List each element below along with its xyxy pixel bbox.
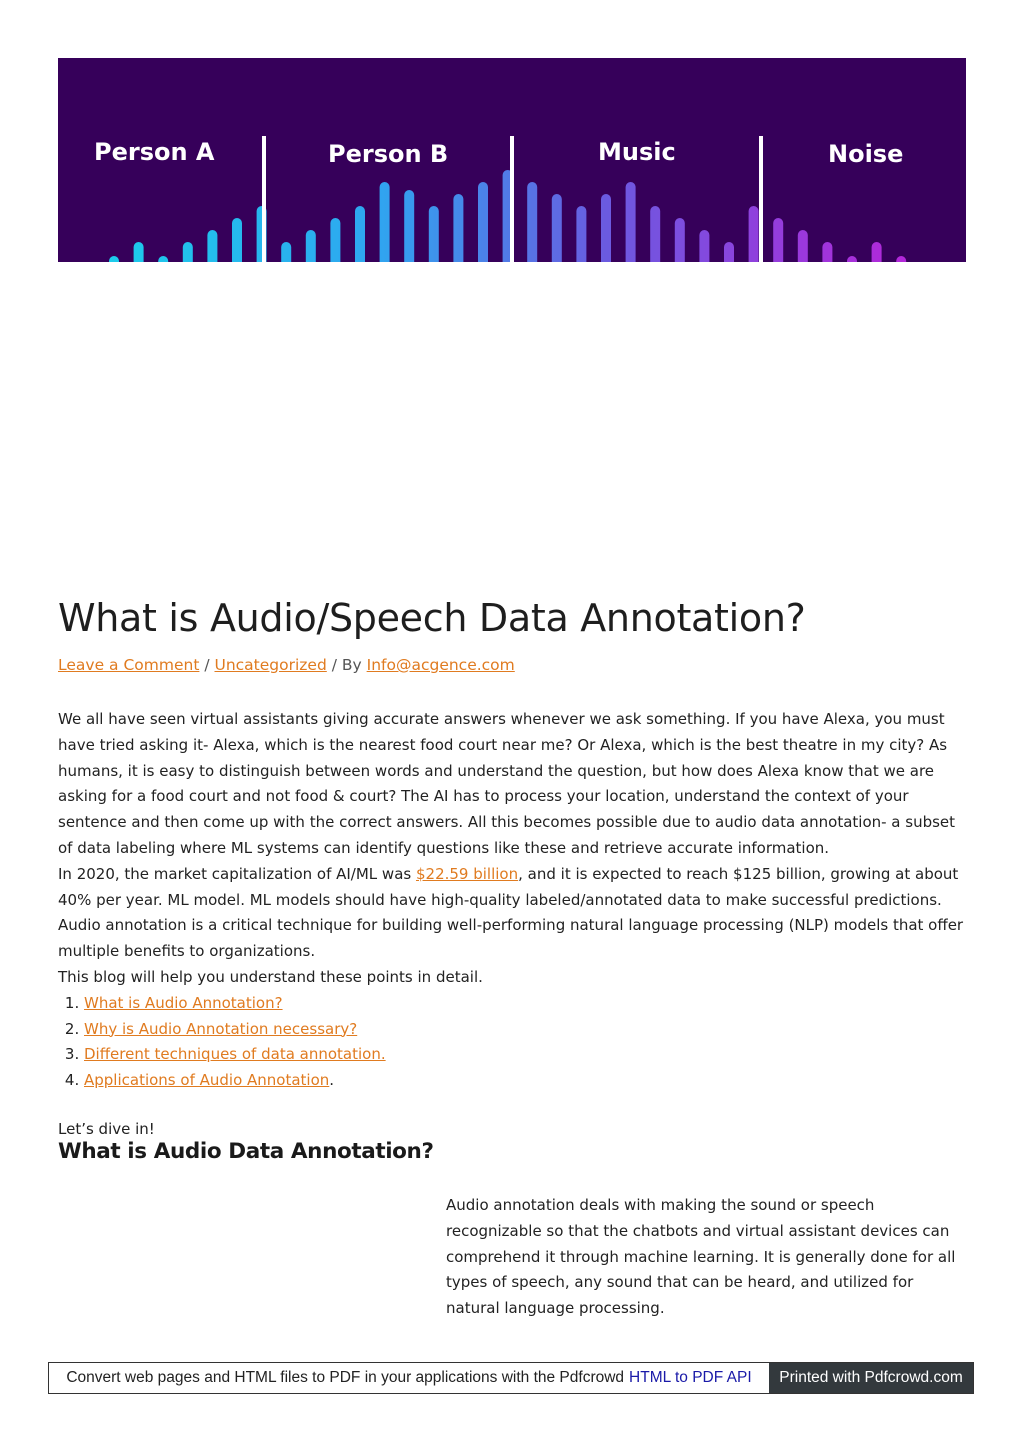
waveform-bar [478, 182, 488, 262]
meta-by: / By [326, 656, 367, 674]
waveform-bar [306, 230, 316, 262]
waveform-bar [330, 218, 340, 262]
waveform-bar [429, 206, 439, 262]
audio-waveform-graphic [58, 58, 966, 262]
section-paragraph: Audio annotation deals with making the sound or speech recognizable so that the chatbots and virtual assistant devices can comprehend it through machine learning. It is generally done for all types of speech, any sound that can be heard, and utilized for natural language processing. [446, 1196, 956, 1318]
waveform-bar [822, 242, 832, 262]
waveform-bar [749, 206, 759, 262]
article-body [58, 707, 970, 1094]
post-meta [58, 656, 515, 674]
toc-link-why[interactable]: Why is Audio Annotation necessary? [84, 1019, 358, 1038]
waveform-bar [527, 182, 537, 262]
waveform-bar [872, 242, 882, 262]
market-text-end: , and it is expected to reach $125 billion, growing at about 40% per year. ML model. ML models should have high-quality labeled/annotated data to make successful predictions. Audio annotation is a critical technique for building well-performing natural language processing (NLP) models that offer multiple benefits to organizations. [58, 864, 964, 961]
pdfcrowd-footer [48, 1362, 974, 1394]
banner-label-person-b: Person B [328, 140, 449, 168]
table-of-contents [58, 991, 970, 1094]
waveform-bar [134, 242, 144, 262]
waveform-bar [355, 206, 365, 262]
segment-divider [759, 136, 763, 262]
leave-comment-link[interactable]: Leave a Comment [58, 656, 200, 674]
waveform-bar [109, 256, 119, 262]
waveform-bar [576, 206, 586, 262]
waveform-bar [650, 206, 660, 262]
dive-in-text: Let’s dive in! [58, 1120, 155, 1138]
waveform-bar [158, 256, 168, 262]
banner-label-music: Music [598, 138, 676, 166]
waveform-bar [380, 182, 390, 262]
waveform-bar [552, 194, 562, 262]
waveform-bar [601, 194, 611, 262]
waveform-bar [798, 230, 808, 262]
waveform-bar [724, 242, 734, 262]
toc-link-applications[interactable]: Applications of Audio Annotation [84, 1071, 330, 1090]
waveform-bar [699, 230, 709, 262]
footer-convert-text [49, 1363, 769, 1393]
waveform-bar [207, 230, 217, 262]
segment-divider [262, 136, 266, 262]
waveform-bar [847, 256, 857, 262]
segment-divider [510, 136, 514, 262]
toc-period: . [329, 1071, 335, 1090]
waveform-bar [453, 194, 463, 262]
waveform-bar [675, 218, 685, 262]
waveform-bar [232, 218, 242, 262]
toc-item [84, 1068, 970, 1094]
waveform-bar [896, 256, 906, 262]
section-heading: What is Audio Data Annotation? [58, 1139, 434, 1164]
toc-item [84, 1042, 970, 1068]
banner-label-noise: Noise [828, 140, 904, 168]
printed-with-badge[interactable]: Printed with Pdfcrowd.com [769, 1363, 973, 1393]
banner-label-person-a: Person A [94, 138, 215, 166]
hero-banner-image [58, 58, 966, 262]
toc-item [84, 1017, 970, 1043]
market-text-start: In 2020, the market capitalization of AI/ML was [58, 864, 416, 883]
footer-left-text: Convert web pages and HTML files to PDF in your applications with the Pdfcrowd [66, 1369, 625, 1386]
toc-link-techniques[interactable]: Different techniques of data annotation. [84, 1045, 386, 1064]
meta-separator: / [199, 656, 215, 674]
html-to-pdf-api-link[interactable]: HTML to PDF API [629, 1369, 752, 1386]
toc-item [84, 991, 970, 1017]
waveform-bar [773, 218, 783, 262]
intro-paragraph: We all have seen virtual assistants giving accurate answers whenever we ask something. If you have Alexa, you must have tried asking it- Alexa, which is the nearest food court near me? Or Alexa, which is the best theatre in my city? As humans, it is easy to distinguish between words and understand the question, but how does Alexa know that we are asking for a food court and not food & court? The AI has to process your location, understand the context of your sentence and then come up with the correct answers. All this becomes possible due to audio data annotation- a subset of data labeling where ML systems can identify questions like these and retrieve accurate information. [58, 710, 956, 857]
waveform-bar [404, 190, 414, 262]
blog-intro-paragraph: This blog will help you understand these points in detail. [58, 967, 483, 986]
toc-link-what-is[interactable]: What is Audio Annotation? [84, 993, 283, 1012]
market-cap-link[interactable]: $22.59 billion [415, 864, 519, 883]
article-title: What is Audio/Speech Data Annotation? [58, 596, 806, 640]
author-link[interactable]: Info@acgence.com [366, 656, 515, 674]
waveform-bar [183, 242, 193, 262]
waveform-bar [281, 242, 291, 262]
market-paragraph [58, 862, 970, 965]
waveform-bar [626, 182, 636, 262]
category-link[interactable]: Uncategorized [214, 656, 327, 674]
